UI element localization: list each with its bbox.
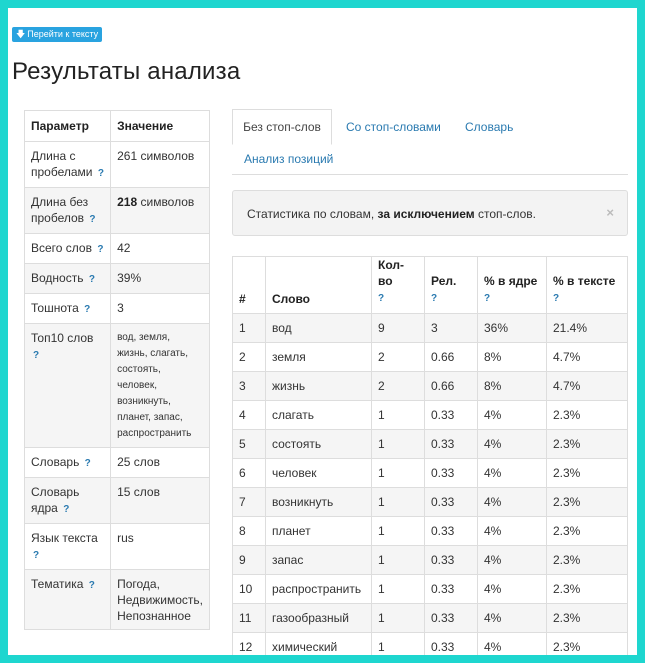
params-table bbox=[24, 110, 210, 630]
cell-count: 1 bbox=[372, 546, 425, 575]
params-header-value: Значение bbox=[111, 111, 210, 142]
words-table bbox=[232, 256, 628, 655]
param-value: 25 слов bbox=[111, 448, 210, 478]
table-row bbox=[233, 372, 628, 401]
param-value: 3 bbox=[111, 294, 210, 324]
header-core-pct[interactable] bbox=[478, 257, 547, 314]
param-value-bold: 218 bbox=[117, 195, 138, 209]
alert-text-bold: за исключением bbox=[377, 207, 475, 221]
param-label: Язык текста bbox=[31, 531, 98, 545]
help-icon[interactable]: ? bbox=[84, 458, 91, 469]
tab-without-stopwords[interactable]: Без стоп-слов bbox=[232, 109, 332, 145]
header-rel-label: Рел. bbox=[431, 274, 457, 288]
cell-core-pct: 4% bbox=[478, 488, 547, 517]
params-row bbox=[25, 570, 210, 630]
alert-text: Статистика по словам, bbox=[247, 207, 375, 221]
cell-num: 12 bbox=[233, 633, 266, 656]
cell-count: 1 bbox=[372, 575, 425, 604]
param-value bbox=[111, 188, 210, 234]
param-value: вод, земля, жизнь, слагать, состоять, человек, возникнуть, планет, запас, распространить bbox=[111, 324, 210, 448]
table-row bbox=[233, 314, 628, 343]
cell-rel: 3 bbox=[425, 314, 478, 343]
cell-num: 1 bbox=[233, 314, 266, 343]
tabs-bar bbox=[232, 109, 628, 175]
close-icon[interactable]: × bbox=[606, 205, 614, 220]
cell-num: 9 bbox=[233, 546, 266, 575]
cell-core-pct: 4% bbox=[478, 604, 547, 633]
page bbox=[8, 8, 637, 655]
cell-word: планет bbox=[266, 517, 372, 546]
cell-word: запас bbox=[266, 546, 372, 575]
cell-core-pct: 8% bbox=[478, 372, 547, 401]
cell-rel: 0.33 bbox=[425, 488, 478, 517]
cell-count: 1 bbox=[372, 633, 425, 656]
help-icon[interactable]: ? bbox=[63, 504, 70, 515]
table-row bbox=[233, 401, 628, 430]
table-row bbox=[233, 488, 628, 517]
param-label: Всего слов bbox=[31, 241, 92, 255]
help-icon[interactable]: ? bbox=[378, 293, 385, 304]
param-label: Длина без пробелов bbox=[31, 195, 89, 225]
help-icon[interactable]: ? bbox=[97, 168, 104, 179]
cell-count: 1 bbox=[372, 430, 425, 459]
param-value: rus bbox=[111, 524, 210, 570]
param-value-unit: символов bbox=[140, 195, 195, 209]
cell-rel: 0.33 bbox=[425, 517, 478, 546]
table-row bbox=[233, 430, 628, 459]
info-alert bbox=[232, 190, 628, 236]
cell-text-pct: 4.7% bbox=[547, 343, 628, 372]
table-row bbox=[233, 343, 628, 372]
cell-core-pct: 4% bbox=[478, 459, 547, 488]
cell-word: возникнуть bbox=[266, 488, 372, 517]
params-row bbox=[25, 448, 210, 478]
help-icon[interactable]: ? bbox=[33, 550, 40, 561]
cell-count: 1 bbox=[372, 488, 425, 517]
cell-word: химический bbox=[266, 633, 372, 656]
cell-rel: 0.66 bbox=[425, 343, 478, 372]
cell-core-pct: 36% bbox=[478, 314, 547, 343]
cell-word: распространить bbox=[266, 575, 372, 604]
cell-text-pct: 2.3% bbox=[547, 575, 628, 604]
cell-text-pct: 2.3% bbox=[547, 430, 628, 459]
header-text-pct[interactable] bbox=[547, 257, 628, 314]
cell-rel: 0.33 bbox=[425, 430, 478, 459]
param-value: 42 bbox=[111, 234, 210, 264]
cell-rel: 0.33 bbox=[425, 401, 478, 430]
cell-count: 1 bbox=[372, 459, 425, 488]
header-rel[interactable] bbox=[425, 257, 478, 314]
help-icon[interactable]: ? bbox=[33, 350, 40, 361]
cell-core-pct: 4% bbox=[478, 430, 547, 459]
tab-with-stopwords[interactable]: Со стоп-словами bbox=[346, 120, 441, 134]
help-icon[interactable]: ? bbox=[88, 580, 95, 591]
jump-to-text-label: Перейти к тексту bbox=[27, 29, 99, 39]
params-row bbox=[25, 524, 210, 570]
param-value: 15 слов bbox=[111, 478, 210, 524]
cell-text-pct: 2.3% bbox=[547, 488, 628, 517]
help-icon[interactable]: ? bbox=[84, 304, 91, 315]
cell-num: 3 bbox=[233, 372, 266, 401]
param-value: Погода, Недвижимость, Непознанное bbox=[111, 570, 210, 630]
params-row bbox=[25, 188, 210, 234]
cell-core-pct: 8% bbox=[478, 343, 547, 372]
header-count-label: Кол-во bbox=[378, 258, 404, 288]
params-row bbox=[25, 294, 210, 324]
arrow-down-icon: 🡇 bbox=[16, 29, 26, 39]
help-icon[interactable]: ? bbox=[88, 274, 95, 285]
cell-count: 9 bbox=[372, 314, 425, 343]
help-icon[interactable]: ? bbox=[484, 293, 491, 304]
param-label: Топ10 слов bbox=[31, 331, 94, 345]
cell-num: 4 bbox=[233, 401, 266, 430]
alert-text-end: стоп-слов. bbox=[477, 207, 537, 221]
help-icon[interactable]: ? bbox=[97, 244, 104, 255]
table-row bbox=[233, 517, 628, 546]
cell-word: слагать bbox=[266, 401, 372, 430]
cell-count: 2 bbox=[372, 372, 425, 401]
cell-num: 2 bbox=[233, 343, 266, 372]
cell-rel: 0.33 bbox=[425, 633, 478, 656]
cell-core-pct: 4% bbox=[478, 546, 547, 575]
cell-text-pct: 2.3% bbox=[547, 546, 628, 575]
table-row bbox=[233, 459, 628, 488]
param-label: Словарь bbox=[31, 455, 80, 469]
params-row bbox=[25, 264, 210, 294]
tab-position-analysis[interactable]: Анализ позиций bbox=[244, 152, 334, 166]
cell-count: 1 bbox=[372, 517, 425, 546]
cell-rel: 0.33 bbox=[425, 546, 478, 575]
tab-dictionary[interactable]: Словарь bbox=[465, 120, 514, 134]
param-label: Водность bbox=[31, 271, 84, 285]
cell-core-pct: 4% bbox=[478, 575, 547, 604]
cell-core-pct: 4% bbox=[478, 401, 547, 430]
params-row bbox=[25, 234, 210, 264]
cell-rel: 0.66 bbox=[425, 372, 478, 401]
cell-word: земля bbox=[266, 343, 372, 372]
header-num[interactable]: # bbox=[233, 257, 266, 314]
cell-text-pct: 2.3% bbox=[547, 401, 628, 430]
table-row bbox=[233, 546, 628, 575]
table-row bbox=[233, 575, 628, 604]
params-row bbox=[25, 478, 210, 524]
param-label: Тематика bbox=[31, 577, 84, 591]
cell-num: 10 bbox=[233, 575, 266, 604]
params-row bbox=[25, 324, 210, 448]
cell-word: жизнь bbox=[266, 372, 372, 401]
cell-text-pct: 2.3% bbox=[547, 459, 628, 488]
cell-num: 5 bbox=[233, 430, 266, 459]
cell-rel: 0.33 bbox=[425, 575, 478, 604]
table-row bbox=[233, 633, 628, 656]
header-core-label: % в ядре bbox=[484, 274, 538, 288]
cell-text-pct: 4.7% bbox=[547, 372, 628, 401]
help-icon[interactable]: ? bbox=[431, 293, 438, 304]
cell-num: 11 bbox=[233, 604, 266, 633]
jump-to-text-button[interactable] bbox=[12, 27, 102, 42]
help-icon[interactable]: ? bbox=[553, 293, 560, 304]
param-label: Словарь ядра bbox=[31, 485, 80, 515]
cell-word: вод bbox=[266, 314, 372, 343]
cell-rel: 0.33 bbox=[425, 604, 478, 633]
page-title: Результаты анализа bbox=[12, 58, 241, 85]
cell-text-pct: 2.3% bbox=[547, 633, 628, 656]
cell-word: состоять bbox=[266, 430, 372, 459]
help-icon[interactable]: ? bbox=[89, 214, 96, 225]
cell-count: 1 bbox=[372, 604, 425, 633]
cell-rel: 0.33 bbox=[425, 459, 478, 488]
cell-text-pct: 2.3% bbox=[547, 517, 628, 546]
header-count[interactable] bbox=[372, 257, 425, 314]
header-word[interactable]: Слово bbox=[266, 257, 372, 314]
cell-text-pct: 2.3% bbox=[547, 604, 628, 633]
param-label: Длина с пробелами bbox=[31, 149, 93, 179]
cell-num: 6 bbox=[233, 459, 266, 488]
cell-num: 7 bbox=[233, 488, 266, 517]
cell-word: газообразный bbox=[266, 604, 372, 633]
cell-word: человек bbox=[266, 459, 372, 488]
param-value: 39% bbox=[111, 264, 210, 294]
params-row bbox=[25, 142, 210, 188]
cell-num: 8 bbox=[233, 517, 266, 546]
table-row bbox=[233, 604, 628, 633]
cell-count: 1 bbox=[372, 401, 425, 430]
cell-text-pct: 21.4% bbox=[547, 314, 628, 343]
param-value: 261 символов bbox=[111, 142, 210, 188]
cell-core-pct: 4% bbox=[478, 633, 547, 656]
cell-core-pct: 4% bbox=[478, 517, 547, 546]
params-header-param: Параметр bbox=[25, 111, 111, 142]
param-label: Тошнота bbox=[31, 301, 79, 315]
header-text-label: % в тексте bbox=[553, 274, 616, 288]
cell-count: 2 bbox=[372, 343, 425, 372]
